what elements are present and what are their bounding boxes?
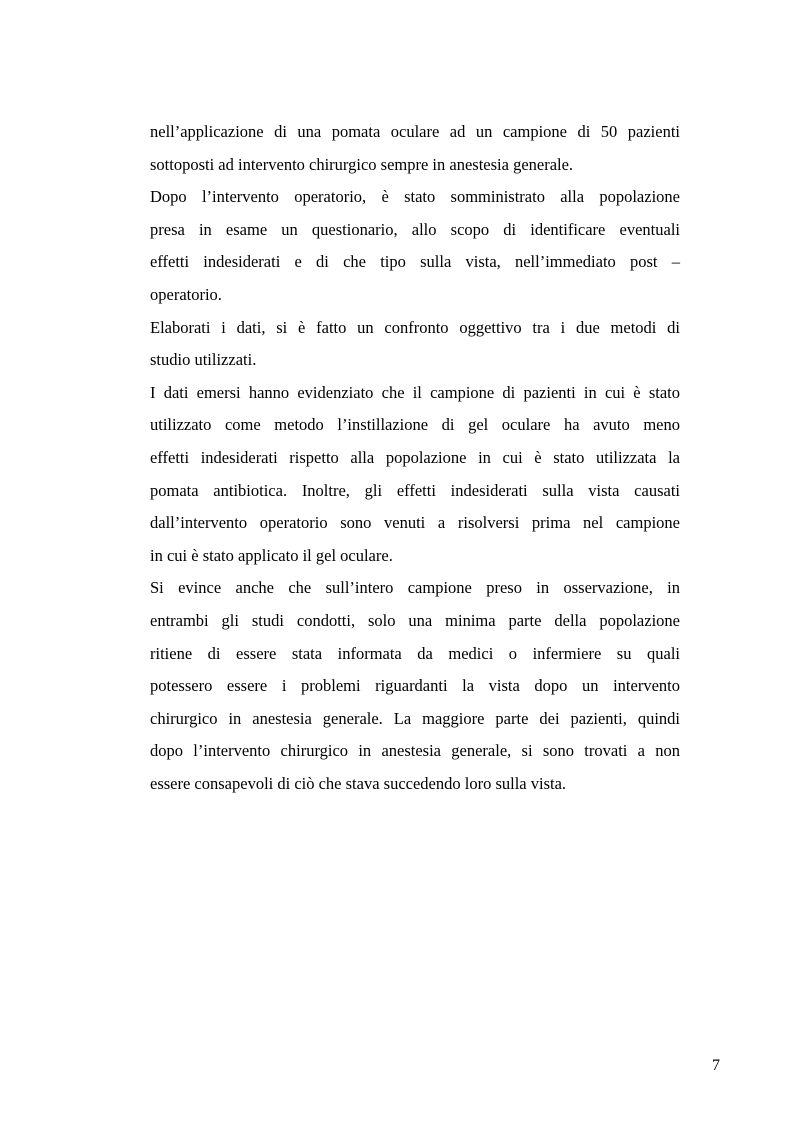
text-line: presa in esame un questionario, allo scopo di identificare eventuali: [150, 219, 680, 239]
text-line: essere consapevoli di ciò che stava succedendo loro sulla vista.: [150, 773, 567, 793]
text-line: operatorio.: [150, 284, 222, 304]
text-line: Si evince anche che sull’intero campione preso in osservazione, in: [150, 578, 680, 598]
text-line: studio utilizzati.: [150, 350, 257, 370]
text-line: dall’intervento operatorio sono venuti a risolversi prima nel campione: [150, 513, 680, 533]
text-line: chirurgico in anestesia generale. La maggiore parte dei pazienti, quindi: [150, 708, 680, 728]
text-line: dopo l’intervento chirurgico in anestesia generale, si sono trovati a non: [150, 741, 680, 761]
text-line: effetti indesiderati e di che tipo sulla vista, nell’immediato post –: [150, 252, 680, 272]
text-line: sottoposti ad intervento chirurgico sempre in anestesia generale.: [150, 154, 574, 174]
text-line: I dati emersi hanno evidenziato che il campione di pazienti in cui è stato: [150, 382, 680, 402]
text-line: ritiene di essere stata informata da medici o infermiere su quali: [150, 643, 680, 663]
text-line: effetti indesiderati rispetto alla popolazione in cui è stato utilizzata la: [150, 447, 680, 467]
text-line: utilizzato come metodo l’instillazione di gel oculare ha avuto meno: [150, 415, 680, 435]
page-number: 7: [712, 1057, 720, 1074]
text-line: nell’applicazione di una pomata oculare ad un campione di 50 pazienti: [150, 122, 680, 141]
body-text: [150, 116, 680, 800]
text-line: pomata antibiotica. Inoltre, gli effetti indesiderati sulla vista causati: [150, 480, 680, 500]
text-line: potessero essere i problemi riguardanti la vista dopo un intervento: [150, 676, 680, 696]
text-line: Elaborati i dati, si è fatto un confronto oggettivo tra i due metodi di: [150, 317, 680, 337]
text-line: entrambi gli studi condotti, solo una minima parte della popolazione: [150, 610, 680, 630]
text-line: in cui è stato applicato il gel oculare.: [150, 545, 393, 565]
text-line: Dopo l’intervento operatorio, è stato somministrato alla popolazione: [150, 187, 680, 207]
